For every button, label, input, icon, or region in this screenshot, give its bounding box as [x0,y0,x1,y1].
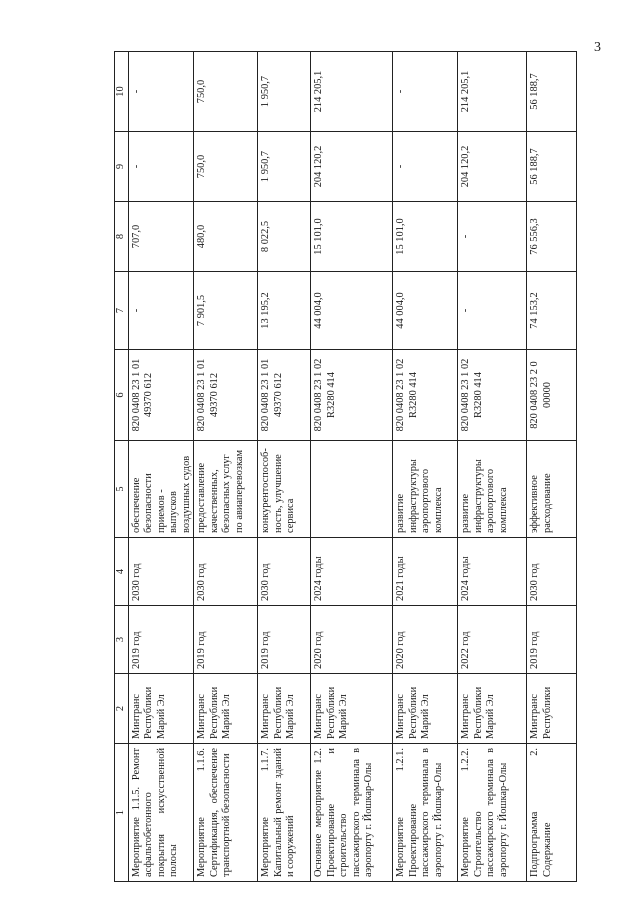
executor-cell: Минтранс Республики Марий Эл [311,674,393,744]
end-year-cell: 2030 год [527,538,577,606]
header-cell: 6 [115,350,129,441]
value-cell: 76 556,3 [527,202,577,272]
executor-cell: Минтранс Республики Марий Эл [129,674,194,744]
budget-code-cell: 820 0408 23 1 01 49370 612 [129,350,194,441]
value-cell: 44 004,0 [311,272,393,350]
result-cell [311,441,393,538]
start-year-cell: 2019 год [258,606,311,674]
value-cell: - [129,132,194,202]
end-year-cell: 2021 годы [393,538,458,606]
value-cell: 74 153,2 [527,272,577,350]
value-cell: 8 022,5 [258,202,311,272]
value-cell: - [129,52,194,132]
end-year-cell: 2030 год [194,538,258,606]
start-year-cell: 2020 год [393,606,458,674]
result-cell: развитие инфраструктуры аэропортового комплекса [393,441,458,538]
value-cell: - [129,272,194,350]
result-cell: предоставление качественных, безопасных услуг по авиаперевозкам [194,441,258,538]
result-cell: конкурентоспособ-ность, улучшение сервиса [258,441,311,538]
budget-code-cell: 820 0408 23 1 02 R3280 414 [393,350,458,441]
event-name-cell: Мероприятие 1.2.1. Проектирование пассажирского терминала в аэропорту г. Йошкар-Олы [393,744,458,882]
event-name-cell: Мероприятие 1.1.6. Сертификация, обеспечение транспортной безопасности [194,744,258,882]
value-cell: 7 901,5 [194,272,258,350]
header-cell: 3 [115,606,129,674]
event-name-cell: Мероприятие 1.2.2. Строительство пассажирского терминала в аэропорту г. Йошкар-Олы [458,744,527,882]
value-cell: 750,0 [194,132,258,202]
header-cell: 2 [115,674,129,744]
value-cell: - [393,52,458,132]
event-name-cell: Подпрограмма 2. Содержание [527,744,577,882]
start-year-cell: 2019 год [527,606,577,674]
table-row [311,52,393,882]
start-year-cell: 2019 год [129,606,194,674]
header-cell: 8 [115,202,129,272]
budget-code-cell: 820 0408 23 1 02 R3280 414 [311,350,393,441]
result-cell: эффективное расходование [527,441,577,538]
header-cell: 9 [115,132,129,202]
table-header-row [115,52,129,882]
executor-cell: Минтранс Республики [527,674,577,744]
value-cell: - [458,202,527,272]
value-cell: 1 950,7 [258,52,311,132]
table-row [393,52,458,882]
value-cell: 214 205,1 [311,52,393,132]
event-name-cell: Основное мероприятие 1.2. Проектирование и строительство пассажирского терминала в аэропорту г. Йошкар-Олы [311,744,393,882]
budget-code-cell: 820 0408 23 1 01 49370 612 [194,350,258,441]
result-cell: развитие инфраструктуры аэропортового комплекса [458,441,527,538]
value-cell: 204 120,2 [311,132,393,202]
value-cell: 15 101,0 [393,202,458,272]
value-cell: 56 188,7 [527,52,577,132]
value-cell: 707,0 [129,202,194,272]
value-cell: 44 004,0 [393,272,458,350]
budget-code-cell: 820 0408 23 2 0 00000 [527,350,577,441]
value-cell: 480,0 [194,202,258,272]
value-cell: 15 101,0 [311,202,393,272]
budget-code-cell: 820 0408 23 1 01 49370 612 [258,350,311,441]
start-year-cell: 2022 год [458,606,527,674]
value-cell: 204 120,2 [458,132,527,202]
value-cell: - [458,272,527,350]
header-cell: 7 [115,272,129,350]
value-cell: 1 950,7 [258,132,311,202]
header-cell: 4 [115,538,129,606]
executor-cell: Минтранс Республики Марий Эл [393,674,458,744]
table-row [527,52,577,882]
budget-table [114,51,577,882]
executor-cell: Минтранс Республики Марий Эл [194,674,258,744]
rotated-table-container [114,52,634,882]
end-year-cell: 2024 годы [311,538,393,606]
value-cell: - [393,132,458,202]
table-row [258,52,311,882]
table-row [129,52,194,882]
header-cell: 5 [115,441,129,538]
event-name-cell: Мероприятие 1.1.5. Ремонт асфальтобетонного покрытия искусственной полосы [129,744,194,882]
header-cell: 1 [115,744,129,882]
table-row [458,52,527,882]
budget-code-cell: 820 0408 23 1 02 R3280 414 [458,350,527,441]
executor-cell: Минтранс Республики Марий Эл [458,674,527,744]
executor-cell: Минтранс Республики Марий Эл [258,674,311,744]
page-number: 3 [594,40,601,55]
event-name-cell: Мероприятие 1.1.7. Капитальный ремонт зданий и сооружений [258,744,311,882]
value-cell: 56 188,7 [527,132,577,202]
end-year-cell: 2030 год [258,538,311,606]
value-cell: 214 205,1 [458,52,527,132]
start-year-cell: 2020 год [311,606,393,674]
table-row [194,52,258,882]
result-cell: обеспечение безопасности приемов - выпусков воздушных судов [129,441,194,538]
value-cell: 13 195,2 [258,272,311,350]
start-year-cell: 2019 год [194,606,258,674]
value-cell: 750,0 [194,52,258,132]
end-year-cell: 2030 год [129,538,194,606]
end-year-cell: 2024 годы [458,538,527,606]
header-cell: 10 [115,52,129,132]
